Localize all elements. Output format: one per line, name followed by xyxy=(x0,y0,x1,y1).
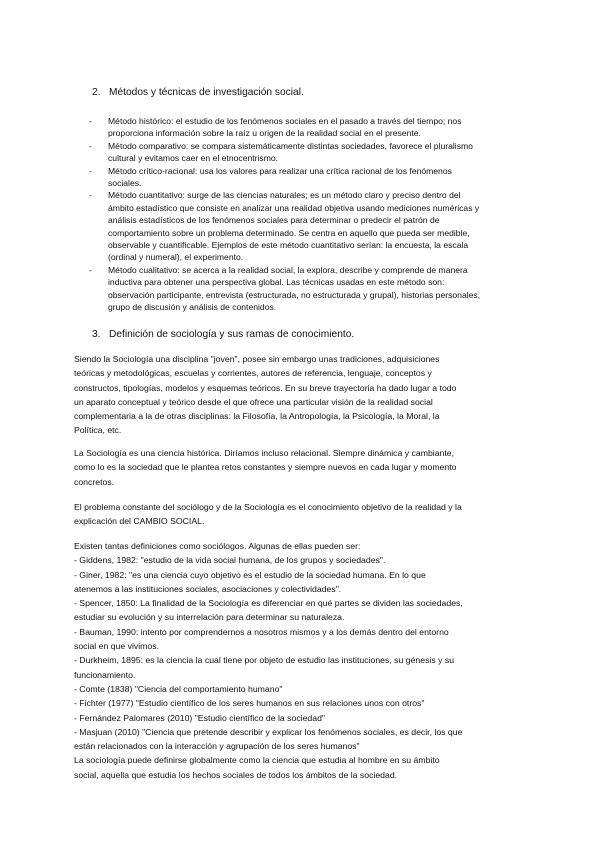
paragraph-intro xyxy=(74,352,534,438)
definition-line: - Durkheim, 1895: es la ciencia la cual tiene por objeto de estudio las instituciones, su génesis y su xyxy=(74,655,455,666)
list-dash: - xyxy=(89,116,92,126)
definition-line: funcionamiento. xyxy=(74,669,136,680)
definition-line: - Giddens, 1982: "estudio de la vida social humana, de los grupos y sociedades". xyxy=(74,555,386,566)
method-cualitativo xyxy=(87,264,527,314)
method-cuantitativo xyxy=(87,189,527,263)
paragraph-line: teóricas y metodológicas, escuelas y corrientes, autores de referencia, lenguaje, conceptos y xyxy=(74,368,432,379)
method-critico-racional xyxy=(87,165,527,190)
definition-line: social en que vivimos. xyxy=(74,641,159,652)
definition-line: - Comte (1838) "Ciencia del comportamiento humano" xyxy=(74,683,283,694)
section-2-title: Métodos y técnicas de investigación social. xyxy=(109,87,304,98)
paragraph-line: complementaria a la de otras disciplinas: la Filosofía, la Antropología, la Psicología, la Moral, la xyxy=(74,411,440,422)
paragraph-line: explicación del CAMBIO SOCIAL. xyxy=(74,516,205,527)
definition-line: estudiar su evolución y su interrelación para determinar su naturaleza. xyxy=(74,612,345,623)
method-line: Método crítico-racional: usa los valores para realizar una crítica racional de los fenómenos xyxy=(108,165,452,176)
paragraph-line: como lo es la sociedad que le plantea retos constantes y siempre nuevos en cada lugar y momento xyxy=(74,462,457,473)
method-line: sociales. xyxy=(108,178,142,189)
paragraph-line: Siendo la Sociología una disciplina "joven", posee sin embargo unas tradiciones, adquisiciones xyxy=(74,354,440,364)
method-historico xyxy=(87,115,527,140)
section-3-heading xyxy=(92,328,354,341)
list-dash: - xyxy=(89,264,92,275)
method-line: Método comparativo: se compara sistemáticamente distintas sociedades, favorece el pluralismo xyxy=(108,140,473,151)
method-line: grupo de discusión y análisis de contenidos. xyxy=(108,302,277,313)
definition-line: - Masjuan (2010) "Ciencia que pretende describir y explicar los fenómenos sociales, es decir, los que xyxy=(74,726,463,737)
list-dash: - xyxy=(89,140,92,151)
list-dash: - xyxy=(89,165,92,176)
method-line: cultural y evitamos caer en el etnocentrismo. xyxy=(108,153,279,164)
method-line: observación participante, entrevista (estructurada, no estructurada y grupal), historias personales, xyxy=(108,289,481,300)
definition-line: - Spencer, 1850: La finalidad de la Sociología es diferenciar en qué partes se dividen las sociedades, xyxy=(74,598,463,609)
paragraph-line: Existen tantas definiciones como sociólogos. Algunas de ellas pueden ser: xyxy=(74,541,361,551)
definition-line: - Fernández Palomares (2010) "Estudio científico de la sociedad" xyxy=(74,712,326,723)
method-line: inductiva para obtener una perspectiva global. Las técnicas usadas en este método son: xyxy=(108,277,445,288)
section-2-number: 2. xyxy=(92,87,101,98)
method-line: Método cualitativo: se acerca a la realidad social, la explora, describe y comprende de manera xyxy=(108,264,468,275)
method-line: proporciona información sobre la raíz u origen de la realidad social en el presente. xyxy=(108,128,421,139)
method-comparativo xyxy=(87,140,527,165)
definition-line: - Bauman, 1990: intento por comprendernos a nosotros mismos y a los demás dentro del entorno xyxy=(74,626,449,637)
paragraph-line: Política, etc. xyxy=(74,425,122,436)
paragraph-line: social, aquella que estudia los hechos sociales de todos los ámbitos de la sociedad. xyxy=(74,769,398,780)
paragraph-constant-problem xyxy=(74,500,534,529)
method-line: comportamiento sobre un problema determinado. Se centra en aquello que pueda ser medible, xyxy=(108,227,470,238)
paragraph-line: La Sociología es una ciencia histórica. Diríamos incluso relacional. Siempre dinámica y cambiante, xyxy=(74,448,455,458)
method-line: ámbito estadístico que consiste en analizar una realidad objetiva usando mediciones numéricas y xyxy=(108,202,480,213)
list-dash: - xyxy=(89,190,92,201)
paragraph-line: un aparato conceptual y teórico desde el que ofrece una particular visión de la realidad social xyxy=(74,396,433,407)
section-3-title: Definición de sociología y sus ramas de conocimiento. xyxy=(109,329,355,340)
paragraph-line: constructos, tipologías, modelos y esquemas teóricos. En su breve trayectoria ha dado lugar a todo xyxy=(74,382,457,393)
paragraph-line: El problema constante del sociólogo y de la Sociología es el conocimiento objetivo de la realidad y la xyxy=(74,502,462,512)
paragraph-line: concretos. xyxy=(74,476,115,487)
paragraph-historical-science xyxy=(74,446,534,489)
section-2-heading xyxy=(92,86,304,99)
method-line: observable y cuantificable. Ejemplos de este método cuantitativo serían: la encuesta, la escala xyxy=(108,240,469,251)
paragraph-line: La sociología puede definirse globalmente como la ciencia que estudia al hombre en su ámbito xyxy=(74,755,440,766)
definition-line: están relacionados con la interacción y agrupación de los seres humanos" xyxy=(74,741,360,752)
definition-line: - Fichter (1977) "Estudio científico de los seres humanos en sus relaciones unos con otros" xyxy=(74,698,425,709)
method-line: análisis estadísticos de los fenómenos sociales para determinar o predecir el patrón de xyxy=(108,215,440,226)
methods-list xyxy=(87,115,527,314)
definition-line: - Giner, 1982: "es una ciencia cuyo objetivo es el estudio de la sociedad humana. En lo que xyxy=(74,569,426,580)
definition-line: atenemos a las instituciones sociales, asociaciones y colectividades". xyxy=(74,583,342,594)
paragraph-definitions xyxy=(74,539,534,782)
method-line: Método histórico: el estudio de los fenómenos sociales en el pasado a través del tiempo; nos xyxy=(108,116,462,126)
method-line: (ordinal y numeral), el experimento. xyxy=(108,252,244,263)
method-line: Método cuantitativo: surge de las ciencias naturales; es un método claro y preciso dentro del xyxy=(108,190,461,201)
section-3-number: 3. xyxy=(92,329,101,340)
